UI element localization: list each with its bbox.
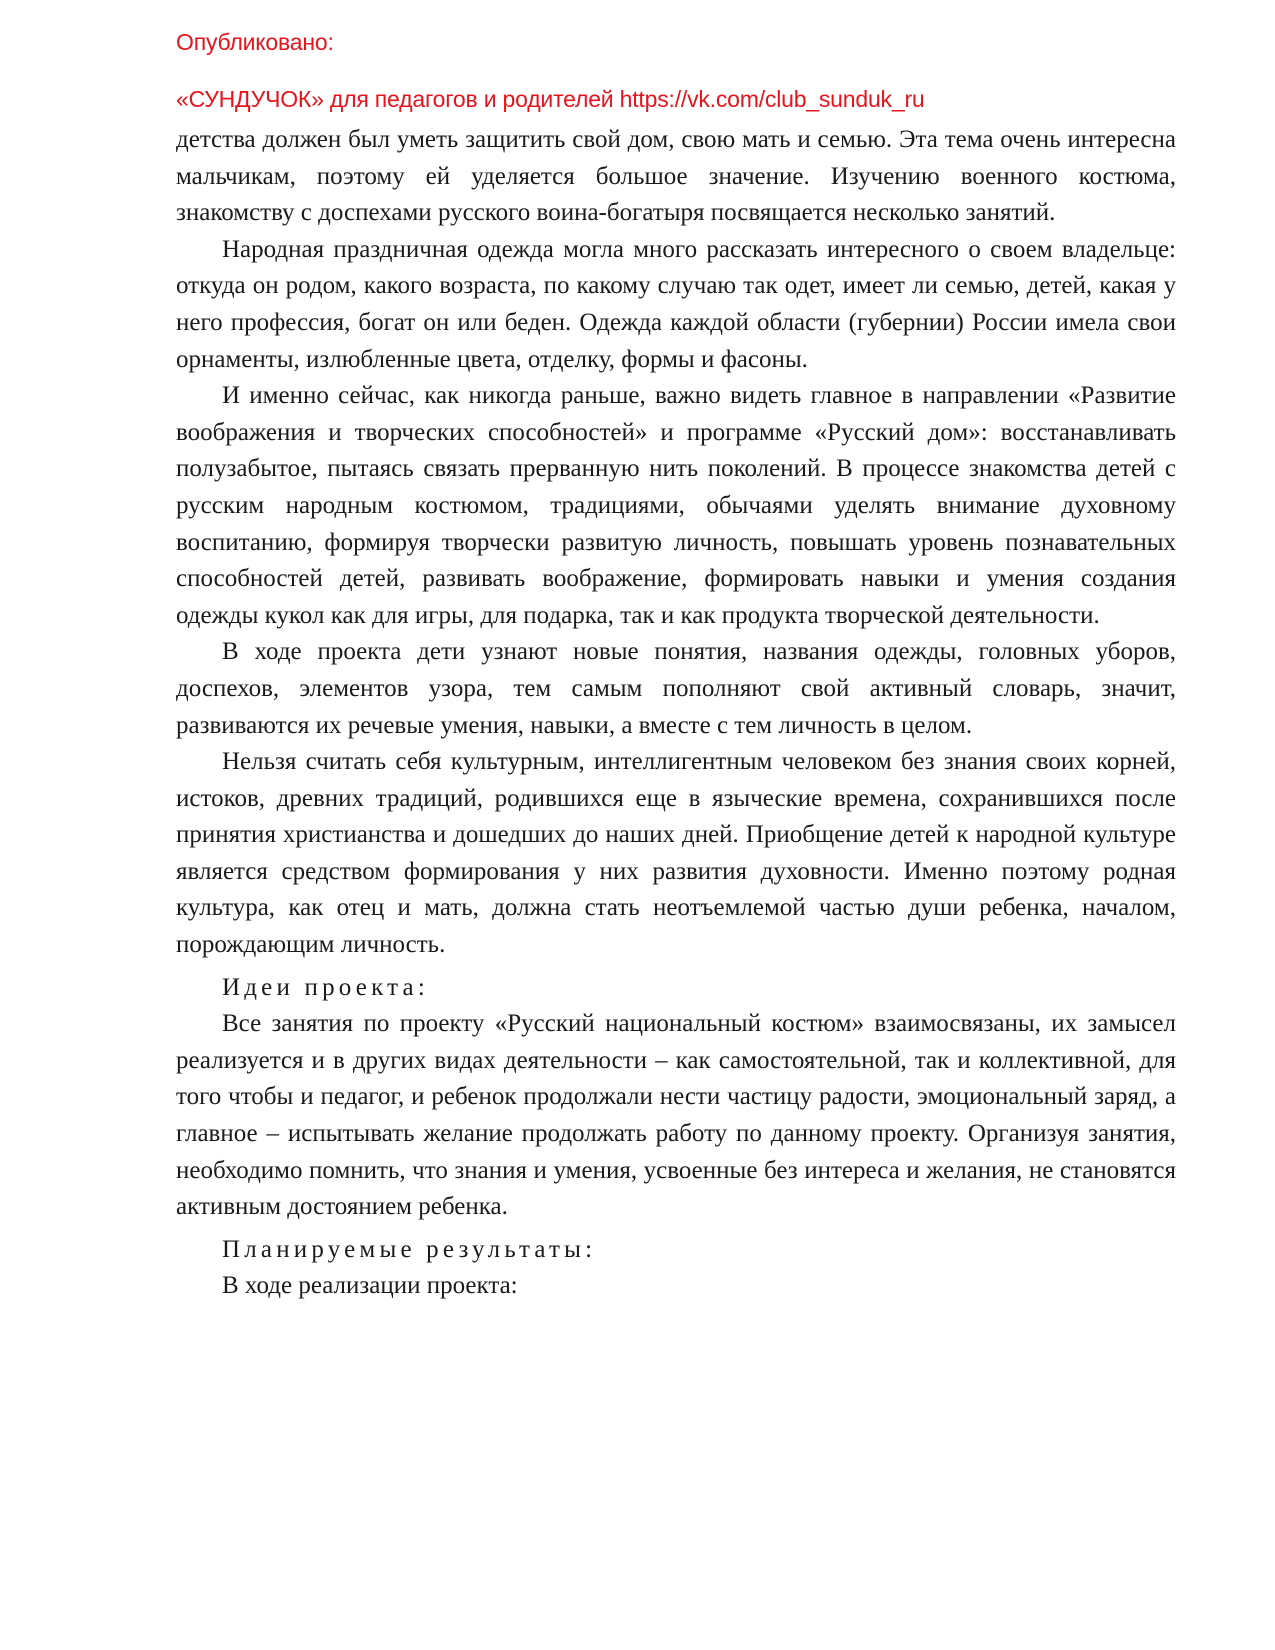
- publisher-link[interactable]: «СУНДУЧОК» для педагогов и родителей https://vk.com/club_sunduk_ru: [176, 86, 925, 112]
- paragraph-new-concepts: В ходе проекта дети узнают новые понятия, названия одежды, головных уборов, доспехов, элементов узора, тем самым пополняют свой активный словарь, значит, развиваются их речевые умения, навыки, а вместе с тем личность в целом.: [176, 638, 1176, 739]
- published-label: Опубликовано:: [176, 29, 334, 55]
- results-heading: Планируемые результаты:: [222, 1235, 597, 1263]
- paragraph-culture-roots: Нельзя считать себя культурным, интеллигентным человеком без знания своих корней, истоков, древних традиций, родившихся еще в языческие времена, сохранившихся после принятия христианства и дошедших до наших дней. Приобщение детей к народной культуре является средством формирования у них развития духовности. Именно поэтому родная культура, как отец и мать, должна стать неотъемлемой частью души ребенка, началом, порождающим личность.: [176, 748, 1176, 959]
- paragraph-program-direction: И именно сейчас, как никогда раньше, важно видеть главное в направлении «Развитие воображения и творческих способностей» и программе «Русский дом»: восстанавливать полузабытое, пытаясь связать прерванную нить поколений. В процессе знакомства детей с русским народным костюмом, традициями, обычаями уделять внимание духовному воспитанию, формируя творчески развитую личность, повышать уровень познавательных способностей детей, развивать воображение, формировать навыки и умения создания одежды кукол как для игры, для подарка, так и как продукта творческой деятельности.: [176, 382, 1176, 629]
- paragraph-continuation: детства должен был уметь защитить свой дом, свою мать и семью. Эта тема очень интересна мальчикам, поэтому ей уделяется большое значение. Изучению военного костюма, знакомству с доспехами русского воина-богатыря посвящается несколько занятий.: [176, 126, 1176, 227]
- document-body: [176, 122, 1176, 1305]
- results-intro: В ходе реализации проекта:: [222, 1272, 518, 1300]
- publisher-header: [176, 14, 1176, 128]
- ideas-heading: Идеи проекта:: [222, 973, 429, 1001]
- paragraph-folk-clothing: Народная праздничная одежда могла много рассказать интересного о своем владельце: откуда он родом, какого возраста, по какому случаю так одет, имеет ли семью, детей, какая у него профессия, богат он или беден. Одежда каждой области (губернии) России имела свои орнаменты, излюбленные цвета, отделку, формы и фасоны.: [176, 235, 1176, 373]
- paragraph-project-ideas: Все занятия по проекту «Русский национальный костюм» взаимосвязаны, их замысел реализуется и в других видах деятельности – как самостоятельной, так и коллективной, для того чтобы и педагог, и ребенок продолжали нести частицу радости, эмоциональный заряд, а главное – испытывать желание продолжать работу по данному проекту. Организуя занятия, необходимо помнить, что знания и умения, усвоенные без интереса и желания, не становятся активным достоянием ребенка.: [176, 1010, 1176, 1221]
